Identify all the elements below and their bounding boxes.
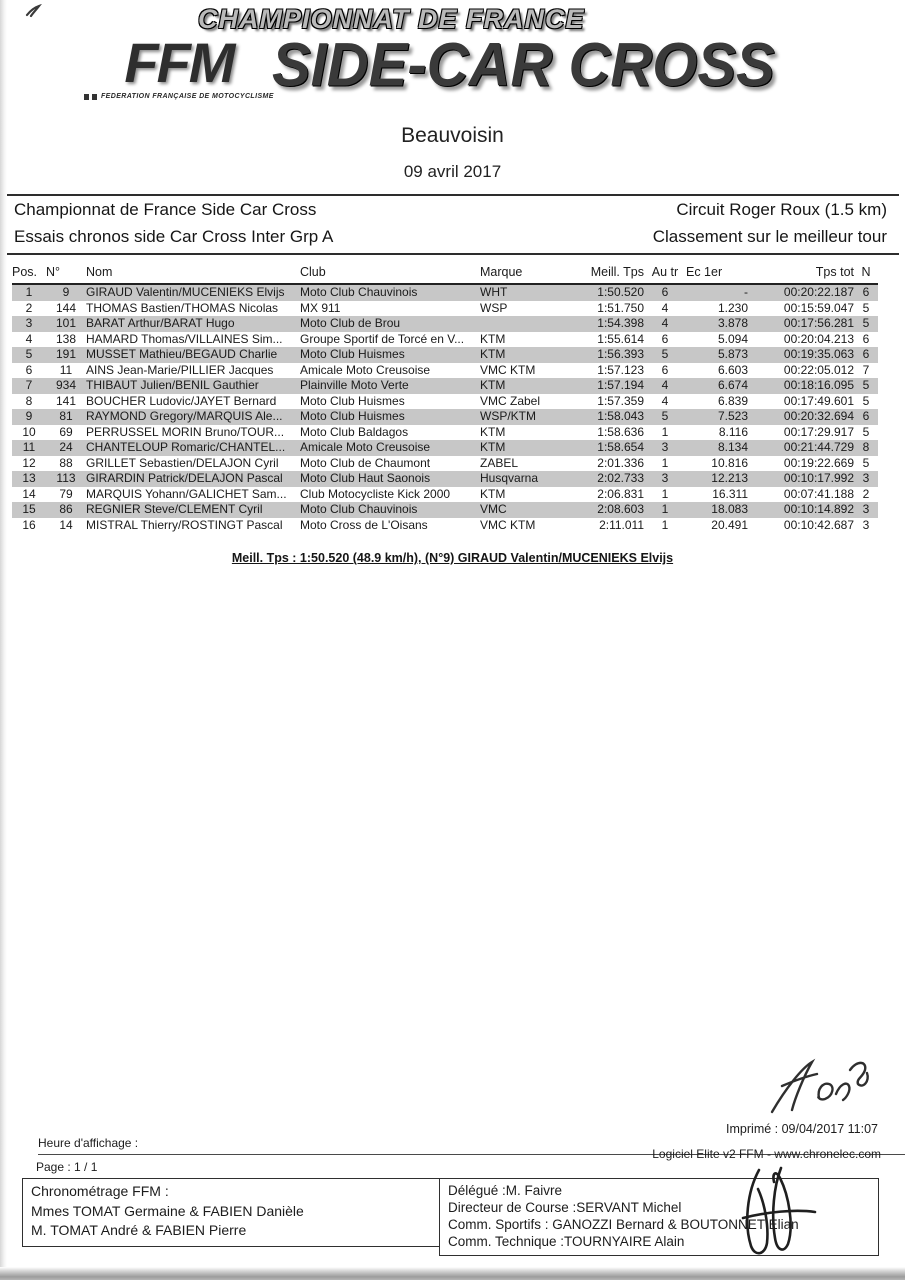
official-line: Comm. Sportifs : GANOZZI Bernard & BOUTONNET Elian (448, 1217, 799, 1232)
cell-pos: 1 (12, 284, 46, 301)
cell-num: 69 (59, 424, 73, 439)
cell-n: 5 (854, 316, 878, 332)
cell-pos: 10 (22, 424, 36, 439)
cell-nom: CHANTELOUP Romaric/CHANTEL... (86, 440, 300, 456)
ffm-logo (84, 31, 274, 100)
cell-au-tr: 1 (661, 424, 669, 439)
circuit-label: Circuit Roger Roux (1.5 km) (676, 200, 887, 219)
cell-au-tr: 1 (661, 486, 669, 501)
cell-nom: THOMAS Bastien/THOMAS Nicolas (86, 300, 279, 315)
cell-meill-tps: 1:57.123 (597, 362, 644, 377)
cell-ec-1er: 16.311 (712, 486, 748, 501)
cell-marque: VMC Zabel (480, 393, 541, 408)
cell-au-tr: 5 (644, 347, 686, 363)
cell-pos: 11 (12, 440, 46, 456)
column-header-nom: Nom (86, 263, 300, 284)
column-header-club: Club (300, 263, 480, 284)
cell-marque: WSP (480, 300, 508, 315)
cell-marque: KTM (480, 331, 506, 346)
table-row (12, 394, 878, 410)
cell-pos: 15 (12, 502, 46, 518)
cell-n: 5 (862, 393, 870, 408)
cell-ec-1er: 5.094 (717, 331, 748, 346)
cell-meill-tps: 1:51.750 (597, 300, 644, 315)
cell-n: 8 (854, 440, 878, 456)
cell-n: 3 (862, 517, 870, 532)
cell-pos: 12 (22, 455, 36, 470)
cell-au-tr: 5 (644, 409, 686, 425)
cell-ec-1er: 18.083 (686, 502, 748, 518)
cell-au-tr: 6 (661, 331, 669, 346)
cell-au-tr: 4 (661, 300, 669, 315)
table-row (12, 487, 878, 503)
cell-club: Plainville Moto Verte (300, 378, 480, 394)
page-number: Page : 1 / 1 (36, 1160, 98, 1174)
cell-marque (480, 316, 566, 332)
cell-num: 138 (55, 331, 77, 346)
cell-pos: 4 (25, 331, 33, 346)
best-lap-note: Meill. Tps : 1:50.520 (48.9 km/h), (N°9) GIRAUD Valentin/MUCENIEKS Elvijs (231, 551, 674, 565)
cell-marque: KTM (480, 347, 566, 363)
cell-num: 934 (46, 378, 86, 394)
federation-label: FEDERATION FRANÇAISE DE MOTOCYCLISME (101, 93, 274, 100)
cell-pos: 2 (25, 300, 33, 315)
cell-marque: VMC KTM (480, 517, 536, 532)
logo-header (0, 0, 905, 116)
cell-club: MX 911 (300, 300, 341, 315)
table-row (12, 425, 878, 441)
cell-n: 6 (862, 331, 870, 346)
cell-au-tr: 6 (661, 362, 669, 377)
classification-label: Classement sur le meilleur tour (652, 227, 887, 246)
cell-num: 113 (46, 471, 86, 487)
table-row (12, 440, 878, 456)
cell-pos: 9 (12, 409, 46, 425)
header-row (12, 263, 878, 284)
column-header-au-tr: Au tr (644, 263, 686, 284)
cell-nom: PERRUSSEL MORIN Bruno/TOUR... (86, 424, 285, 439)
session-label: Essais chronos side Car Cross Inter Grp A (14, 227, 334, 246)
column-header-meill-tps: Meill. Tps (566, 263, 644, 284)
cell-marque: WHT (480, 284, 566, 301)
cell-marque: ZABEL (480, 455, 519, 470)
cell-club: Moto Club Huismes (300, 393, 405, 408)
cell-num: 86 (46, 502, 86, 518)
cell-num: 144 (55, 300, 77, 315)
cell-club: Moto Club Haut Saonois (300, 471, 480, 487)
cell-n: 6 (854, 409, 878, 425)
cell-au-tr: 6 (644, 284, 686, 301)
cell-num: 14 (59, 517, 73, 532)
cell-club: Moto Club de Brou (300, 316, 480, 332)
cell-marque: WSP/KTM (480, 409, 566, 425)
cell-marque: KTM (480, 424, 506, 439)
cell-nom: RAYMOND Gregory/MARQUIS Ale... (86, 409, 300, 425)
cell-au-tr: 1 (661, 455, 669, 470)
cell-tps-tot: 00:21:44.729 (748, 440, 854, 456)
cell-meill-tps: 1:56.393 (566, 347, 644, 363)
cell-au-tr: 4 (644, 316, 686, 332)
cell-marque: Husqvarna (480, 471, 566, 487)
ffm-marks-icon (84, 94, 98, 100)
cell-num: 11 (59, 362, 73, 377)
cell-tps-tot: 00:10:14.892 (748, 502, 854, 518)
cell-club: Groupe Sportif de Torcé en V... (300, 331, 465, 346)
column-header-n: N (854, 263, 878, 284)
cell-pos: 8 (25, 393, 33, 408)
cell-club: Moto Club Baldagos (300, 424, 409, 439)
cell-meill-tps: 1:55.614 (597, 331, 644, 346)
results-table (12, 263, 878, 533)
cell-pos: 13 (12, 471, 46, 487)
table-row (12, 502, 878, 518)
column-header-ec-1er: Ec 1er (686, 263, 748, 284)
cell-num: 101 (46, 316, 86, 332)
cell-ec-1er: 6.674 (686, 378, 748, 394)
championship-label: Championnat de France Side Car Cross (14, 200, 317, 219)
table-row (12, 518, 878, 534)
cell-tps-tot: 00:07:41.188 (783, 486, 854, 501)
cell-club: Amicale Moto Creusoise (300, 362, 431, 377)
timing-box (22, 1178, 440, 1247)
cell-tps-tot: 00:19:35.063 (748, 347, 854, 363)
cell-n: 5 (862, 455, 870, 470)
cell-n: 2 (862, 486, 870, 501)
cell-au-tr: 3 (644, 471, 686, 487)
cell-meill-tps: 1:50.520 (566, 284, 644, 301)
cell-au-tr: 3 (644, 440, 686, 456)
cell-nom: REGNIER Steve/CLEMENT Cyril (86, 502, 300, 518)
cell-nom: HAMARD Thomas/VILLAINES Sim... (86, 331, 283, 346)
cell-tps-tot: 00:17:49.601 (783, 393, 854, 408)
cell-ec-1er: 8.116 (718, 424, 748, 439)
official-line: Délégué :M. Faivre (448, 1183, 563, 1198)
cell-meill-tps: 2:11.011 (599, 517, 644, 532)
cell-meill-tps: 1:54.398 (566, 316, 644, 332)
printed-signature (762, 1056, 877, 1123)
cell-club: Moto Cross de L'Oisans (300, 517, 428, 532)
column-header-pos: Pos. (12, 263, 46, 284)
table-row (12, 471, 878, 487)
cell-tps-tot: 00:15:59.047 (783, 300, 854, 315)
divider-bottom (6, 253, 899, 255)
cell-nom: BARAT Arthur/BARAT Hugo (86, 316, 300, 332)
cell-ec-1er: 3.878 (686, 316, 748, 332)
cell-club: Moto Club de Chaumont (300, 455, 431, 470)
cell-tps-tot: 00:20:32.694 (748, 409, 854, 425)
cell-tps-tot: 00:19:22.669 (783, 455, 854, 470)
series-title: SIDE-CAR CROSS (272, 31, 775, 100)
cell-meill-tps: 1:57.359 (597, 393, 644, 408)
cell-num: 191 (46, 347, 86, 363)
cell-n: 3 (854, 471, 878, 487)
cell-ec-1er: 20.491 (711, 517, 748, 532)
table-row (12, 284, 878, 301)
cell-n: 5 (862, 424, 870, 439)
official-line: Comm. Technique :TOURNYAIRE Alain (448, 1234, 685, 1249)
cell-nom: GRILLET Sebastien/DELAJON Cyril (86, 455, 279, 470)
cell-marque: VMC KTM (480, 362, 536, 377)
cell-nom: THIBAUT Julien/BENIL Gauthier (86, 378, 300, 394)
event-location: Beauvoisin (401, 124, 504, 147)
officials-signature (725, 1162, 820, 1267)
timing-line: Mmes TOMAT Germaine & FABIEN Danièle (31, 1202, 304, 1219)
table-row (12, 301, 878, 317)
cell-num: 79 (59, 486, 73, 501)
column-header-marque: Marque (480, 263, 566, 284)
software-credit: Logiciel Elite v2 FFM - www.chronelec.com (652, 1147, 881, 1161)
cell-n: 6 (854, 347, 878, 363)
cell-tps-tot: 00:20:22.187 (748, 284, 854, 301)
cell-meill-tps: 2:06.831 (597, 486, 644, 501)
table-row (12, 378, 878, 394)
cell-meill-tps: 2:01.336 (597, 455, 644, 470)
cell-ec-1er: 5.873 (686, 347, 748, 363)
cell-meill-tps: 2:08.603 (566, 502, 644, 518)
table-row (12, 409, 878, 425)
cell-tps-tot: 00:10:17.992 (748, 471, 854, 487)
cell-num: 81 (46, 409, 86, 425)
table-row (12, 347, 878, 363)
cell-n: 5 (862, 300, 870, 315)
federation-line (84, 93, 274, 100)
cell-tps-tot: 00:10:42.687 (783, 517, 854, 532)
cell-nom: BOUCHER Ludovic/JAYET Bernard (86, 393, 277, 408)
cell-nom: AINS Jean-Marie/PILLIER Jacques (86, 362, 274, 377)
cell-tps-tot: 00:18:16.095 (748, 378, 854, 394)
cell-marque: KTM (480, 378, 566, 394)
cell-pos: 5 (12, 347, 46, 363)
official-line: Directeur de Course :SERVANT Michel (448, 1200, 682, 1215)
cell-tps-tot: 00:20:04.213 (783, 331, 854, 346)
cell-num: 9 (46, 284, 86, 301)
cell-n: 6 (854, 284, 878, 301)
cell-tps-tot: 00:17:29.917 (783, 424, 854, 439)
cell-marque: KTM (480, 486, 506, 501)
cell-club: Moto Club Chauvinois (300, 502, 480, 518)
cell-n: 5 (854, 378, 878, 394)
cell-au-tr: 1 (661, 517, 669, 532)
scan-edge-left (0, 0, 7, 1280)
cell-meill-tps: 1:58.636 (597, 424, 644, 439)
cell-nom: MISTRAL Thierry/ROSTINGT Pascal (86, 517, 283, 532)
cell-nom: MUSSET Mathieu/BEGAUD Charlie (86, 347, 300, 363)
cell-au-tr: 4 (644, 378, 686, 394)
cell-ec-1er: 1.230 (717, 300, 748, 315)
cell-ec-1er: 6.603 (717, 362, 748, 377)
event-info-left (14, 200, 333, 247)
cell-n: 3 (854, 502, 878, 518)
printed-timestamp: Imprimé : 09/04/2017 11:07 (726, 1122, 878, 1136)
cell-au-tr: 4 (661, 393, 669, 408)
event-info-right (653, 200, 887, 247)
scan-edge-bottom (0, 1267, 905, 1280)
cell-pos: 6 (25, 362, 33, 377)
cell-num: 24 (46, 440, 86, 456)
championnat-banner: CHAMPIONNAT DE FRANCE (198, 4, 585, 34)
cell-ec-1er: 10.816 (711, 455, 748, 470)
cell-pos: 7 (12, 378, 46, 394)
cell-ec-1er: 12.213 (686, 471, 748, 487)
cell-au-tr: 1 (644, 502, 686, 518)
cell-club: Amicale Moto Creusoise (300, 440, 480, 456)
cell-nom: MARQUIS Yohann/GALICHET Sam... (86, 486, 287, 501)
cell-meill-tps: 1:58.043 (566, 409, 644, 425)
cell-tps-tot: 00:17:56.281 (748, 316, 854, 332)
cell-ec-1er: - (686, 284, 748, 301)
cell-club: Moto Club Huismes (300, 409, 480, 425)
cell-n: 7 (862, 362, 870, 377)
cell-nom: GIRAUD Valentin/MUCENIEKS Elvijs (86, 284, 300, 301)
display-time-label: Heure d'affichage : (38, 1136, 139, 1150)
cell-ec-1er: 8.134 (686, 440, 748, 456)
column-header-tps-tot: Tps tot (748, 263, 854, 284)
cell-meill-tps: 1:57.194 (566, 378, 644, 394)
cell-club: Moto Club Huismes (300, 347, 480, 363)
cell-club: Club Motocycliste Kick 2000 (300, 486, 451, 501)
timing-title: Chronométrage FFM : (31, 1183, 169, 1199)
cell-club: Moto Club Chauvinois (300, 284, 480, 301)
column-header-num: N° (46, 263, 86, 284)
table-row (12, 316, 878, 332)
ffm-logo-text: FFM (124, 31, 234, 94)
cell-pos: 14 (22, 486, 36, 501)
cell-num: 141 (55, 393, 77, 408)
event-date: 09 avril 2017 (403, 162, 502, 181)
cell-pos: 16 (22, 517, 36, 532)
cell-ec-1er: 7.523 (686, 409, 748, 425)
results-tbody (12, 284, 878, 533)
event-info (0, 196, 905, 253)
cell-marque: KTM (480, 440, 566, 456)
timing-line: M. TOMAT André & FABIEN Pierre (31, 1222, 247, 1238)
cell-ec-1er: 6.839 (717, 393, 748, 408)
table-row (12, 332, 878, 348)
table-row (12, 363, 878, 379)
cell-nom: GIRARDIN Patrick/DELAJON Pascal (86, 471, 300, 487)
table-row (12, 456, 878, 472)
cell-meill-tps: 1:58.654 (566, 440, 644, 456)
cell-num: 88 (59, 455, 73, 470)
cell-marque: VMC (480, 502, 566, 518)
cell-tps-tot: 00:22:05.012 (783, 362, 854, 377)
cell-pos: 3 (12, 316, 46, 332)
cell-meill-tps: 2:02.733 (566, 471, 644, 487)
